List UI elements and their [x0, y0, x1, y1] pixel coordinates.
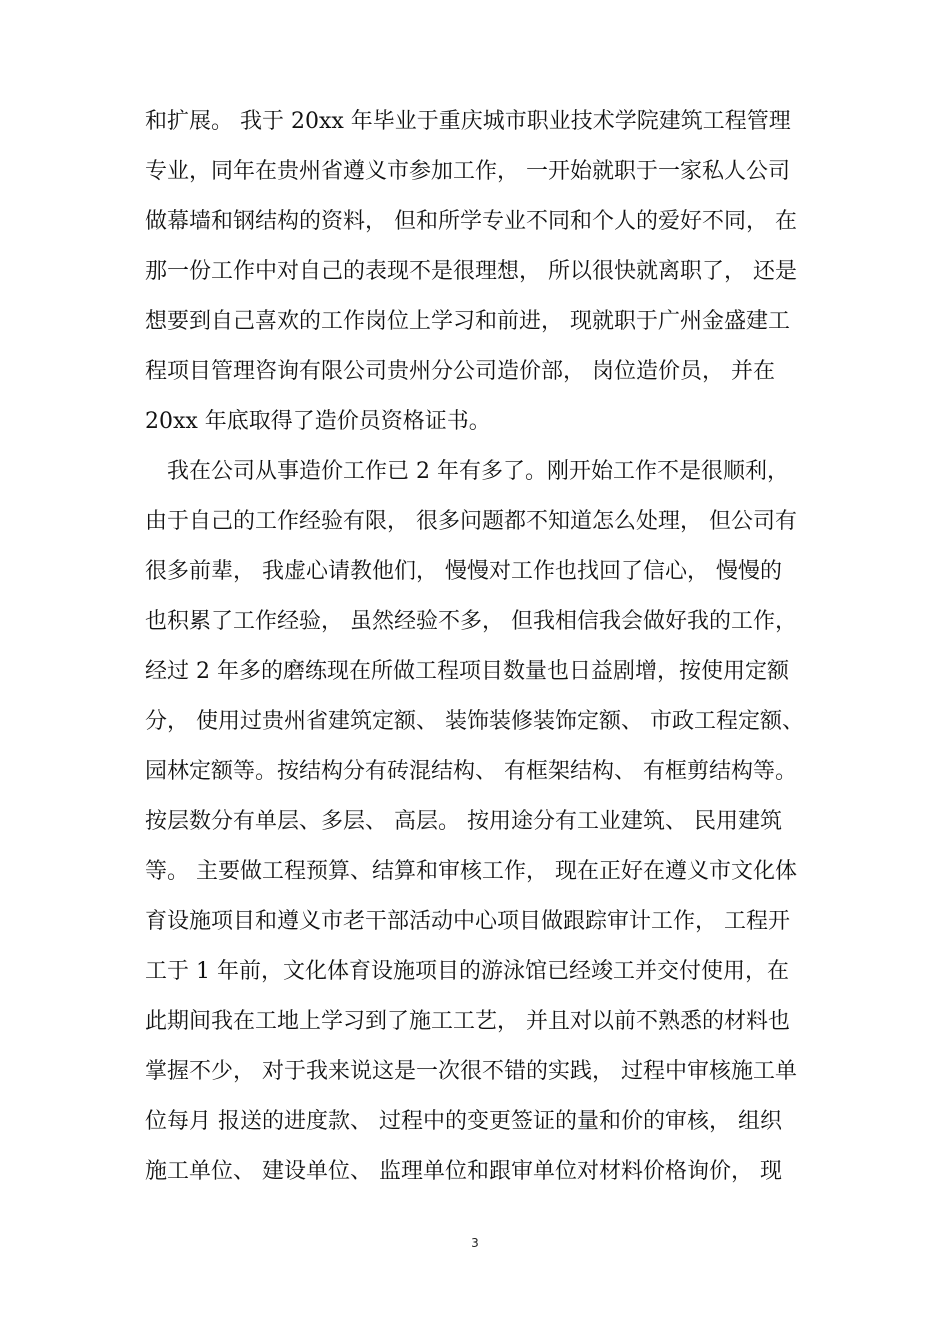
text-line: 我在公司从事造价工作已 2 年有多了。刚开始工作不是很顺利，: [145, 459, 789, 484]
text-line: 育设施项目和遵义市老干部活动中心项目做跟踪审计工作， 工程开: [145, 909, 790, 934]
text-line: 20xx 年底取得了造价员资格证书。: [145, 409, 491, 434]
text-line: 此期间我在工地上学习到了施工工艺， 并且对以前不熟悉的材料也: [145, 1009, 790, 1034]
text-line: 等。 主要做工程预算、结算和审核工作， 现在正好在遵义市文化体: [145, 859, 797, 884]
text-line: 和扩展。 我于 20xx 年毕业于重庆城市职业技术学院建筑工程管理: [145, 109, 791, 134]
text-line: 位每月 报送的进度款、 过程中的变更签证的量和价的审核， 组织: [145, 1109, 782, 1134]
text-line: 按层数分有单层、多层、 高层。 按用途分有工业建筑、 民用建筑: [145, 809, 782, 834]
text-line: 专业，同年在贵州省遵义市参加工作， 一开始就职于一家私人公司: [145, 159, 790, 184]
text-line: 程项目管理咨询有限公司贵州分公司造价部， 岗位造价员， 并在: [145, 359, 775, 384]
text-line: 由于自己的工作经验有限， 很多问题都不知道怎么处理， 但公司有: [145, 509, 797, 534]
text-line: 想要到自己喜欢的工作岗位上学习和前进， 现就职于广州金盛建工: [145, 309, 790, 334]
text-line: 分， 使用过贵州省建筑定额、 装饰装修装饰定额、 市政工程定额、: [145, 709, 804, 734]
text-line: 掌握不少， 对于我来说这是一次很不错的实践， 过程中审核施工单: [145, 1059, 797, 1084]
text-line: 很多前辈， 我虚心请教他们， 慢慢对工作也找回了信心， 慢慢的: [145, 559, 782, 584]
text-line: 也积累了工作经验， 虽然经验不多， 但我相信我会做好我的工作，: [145, 609, 797, 634]
text-line: 园林定额等。按结构分有砖混结构、 有框架结构、 有框剪结构等。: [145, 759, 797, 784]
page-number: 3: [471, 1236, 479, 1250]
text-line: 经过 2 年多的磨练现在所做工程项目数量也日益剧增，按使用定额: [145, 659, 789, 684]
text-line: 工于 1 年前，文化体育设施项目的游泳馆已经竣工并交付使用，在: [145, 959, 789, 984]
text-line: 做幕墙和钢结构的资料， 但和所学专业不同和个人的爱好不同， 在: [145, 209, 797, 234]
text-line: 施工单位、 建设单位、 监理单位和跟审单位对材料价格询价， 现: [145, 1159, 782, 1184]
text-line: 那一份工作中对自己的表现不是很理想， 所以很快就离职了， 还是: [145, 259, 797, 284]
